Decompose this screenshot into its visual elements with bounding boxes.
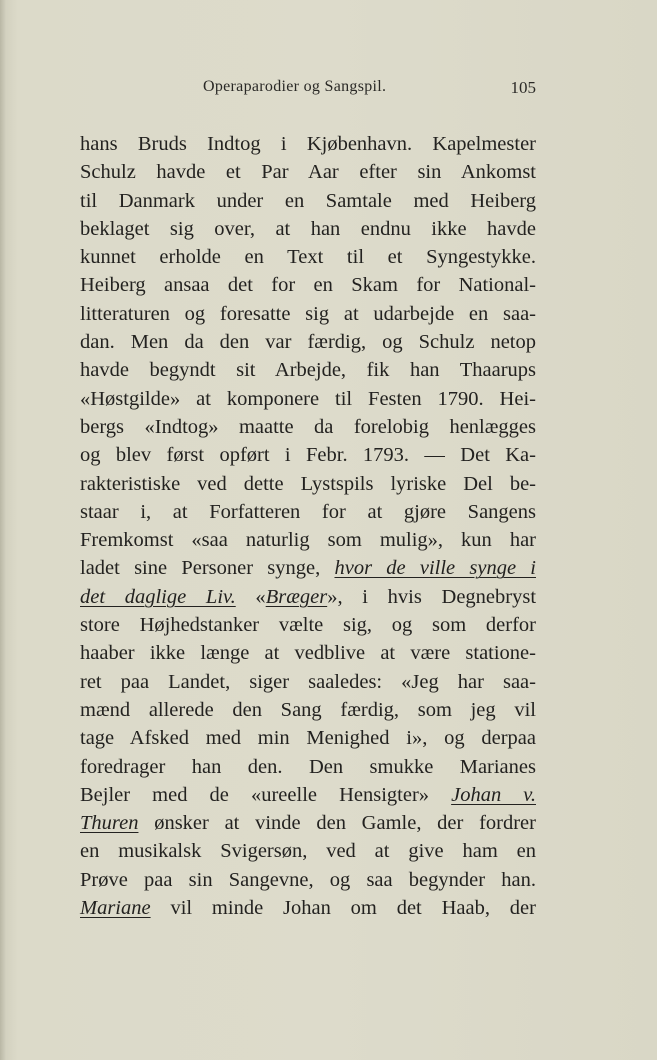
text-line [80, 130, 536, 158]
text-line [80, 894, 536, 922]
text-line [80, 724, 536, 752]
text-run: og blev først opført i Febr. 1793. — Det Ka- [80, 444, 536, 467]
running-title: Operaparodier og Sangspil. [203, 78, 387, 95]
text-run: litteraturen og foresatte sig at udarbejde en saa- [80, 302, 536, 325]
text-run: Bejler med de «ureelle Hensigter» [80, 783, 452, 806]
text-run: staar i, at Forfatteren for at gjøre Sangens [80, 500, 536, 523]
italic-underlined-text: Mariane [80, 897, 151, 920]
italic-underlined-text: hvor de ville synge i [334, 557, 536, 580]
text-line [80, 866, 536, 894]
text-run: kunnet erholde en Text til et Syngestykke. [80, 246, 536, 269]
text-line [80, 356, 536, 384]
text-run: til Danmark under en Samtale med Heiberg [80, 189, 536, 212]
text-run: Prøve paa sin Sangevne, og saa begynder han. [80, 868, 536, 891]
running-head [80, 78, 536, 102]
text-line [80, 781, 536, 809]
text-run: en musikalsk Svigersøn, ved at give ham en [80, 840, 536, 863]
text-line [80, 837, 536, 865]
text-run: Schulz havde et Par Aar efter sin Ankomst [80, 161, 536, 184]
text-run: », i hvis Degnebryst [327, 585, 537, 608]
italic-underlined-text: Thuren [80, 812, 139, 835]
text-run: ret paa Landet, siger saaledes: «Jeg har saa- [80, 670, 536, 693]
text-run: hans Bruds Indtog i Kjøbenhavn. Kapelmester [80, 133, 536, 155]
text-line [80, 554, 536, 582]
page-number: 105 [510, 78, 536, 97]
text-run: store Højhedstanker vælte sig, og som derfor [80, 614, 536, 637]
italic-underlined-text: det daglige Liv. [80, 585, 236, 608]
text-run: bergs «Indtog» maatte da forelobig henlægges [80, 415, 536, 438]
text-line [80, 668, 536, 696]
text-run: « [235, 585, 266, 608]
text-run: rakteristiske ved dette Lystspils lyriske Del be- [80, 472, 536, 495]
italic-underlined-text: Johan v. [451, 783, 536, 806]
text-run: ønsker at vinde den Gamle, der fordrer [138, 812, 536, 835]
text-run: havde begyndt sit Arbejde, fik han Thaarups [80, 359, 536, 382]
text-run: foredrager han den. Den smukke Marianes [80, 755, 536, 778]
text-line [80, 413, 536, 441]
text-run: «Høstgilde» at komponere til Festen 1790. Hei- [80, 387, 536, 410]
text-line [80, 526, 536, 554]
text-line [80, 470, 536, 498]
text-line [80, 498, 536, 526]
text-line [80, 583, 536, 611]
italic-underlined-text: Bræger [265, 585, 328, 608]
text-line [80, 696, 536, 724]
text-line [80, 158, 536, 186]
text-run: vil minde Johan om det Haab, der [150, 897, 536, 920]
text-line [80, 271, 536, 299]
text-run: beklaget sig over, at han endnu ikke havde [80, 217, 536, 240]
text-line [80, 639, 536, 667]
text-line [80, 300, 536, 328]
text-line [80, 215, 536, 243]
text-run: Heiberg ansaa det for en Skam for National- [80, 274, 536, 297]
text-line [80, 441, 536, 469]
text-run: ladet sine Personer synge, [80, 557, 335, 580]
text-line [80, 611, 536, 639]
body-text [80, 130, 536, 922]
text-line [80, 753, 536, 781]
text-line [80, 243, 536, 271]
text-run: tage Afsked med min Menighed i», og derpaa [80, 727, 536, 750]
page-gutter-edge [0, 0, 6, 1060]
text-run: mænd allerede den Sang færdig, som jeg vil [80, 698, 536, 721]
text-run: haaber ikke længe at vedblive at være statione- [80, 642, 536, 665]
text-run: dan. Men da den var færdig, og Schulz netop [80, 331, 536, 354]
text-line [80, 385, 536, 413]
text-line [80, 328, 536, 356]
text-run: Fremkomst «saa naturlig som mulig», kun har [80, 529, 536, 552]
text-line [80, 809, 536, 837]
text-line [80, 187, 536, 215]
